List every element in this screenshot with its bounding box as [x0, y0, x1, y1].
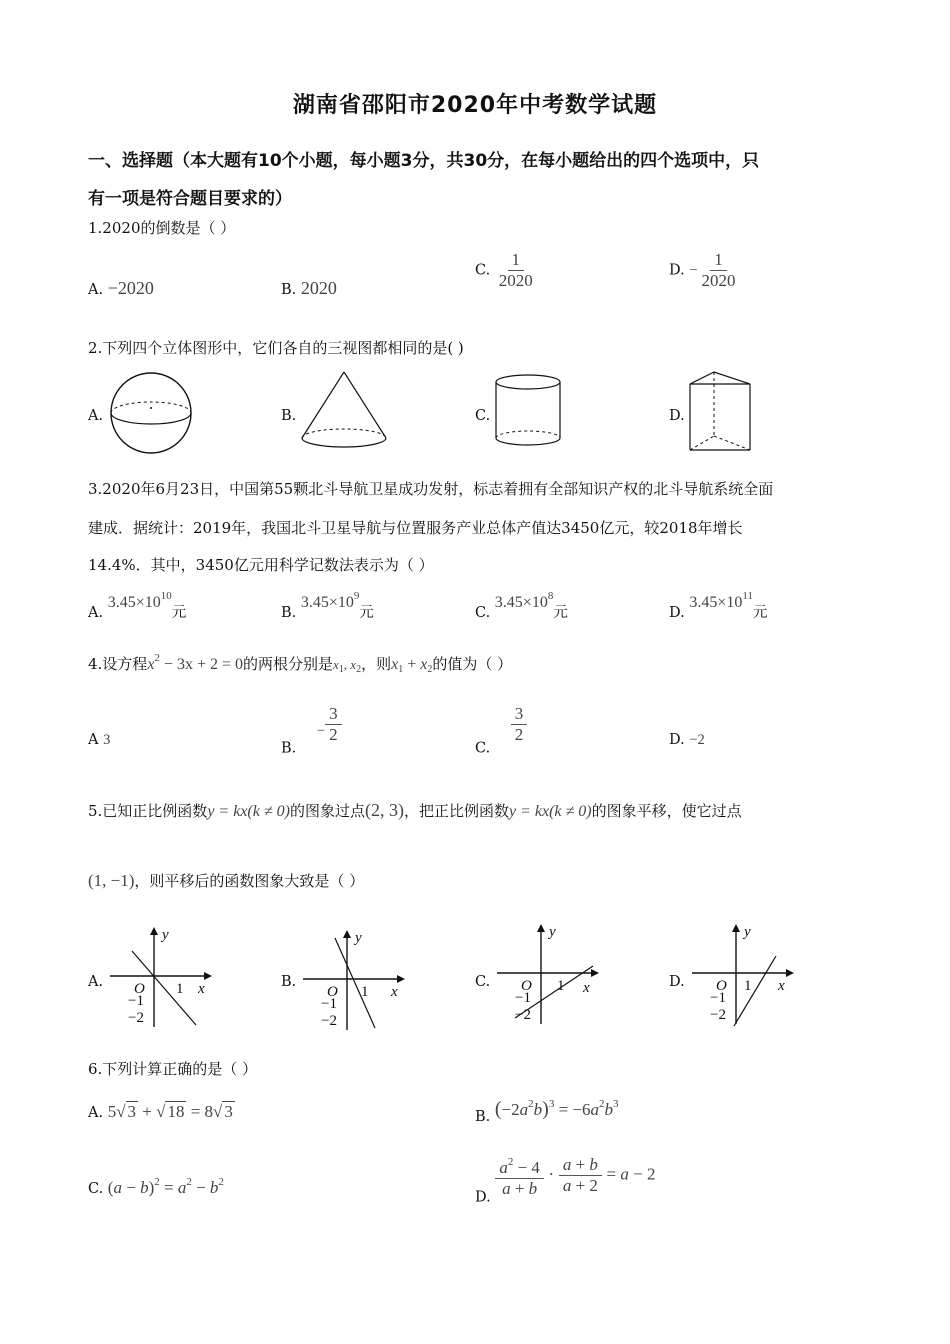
- graph-d-origin-label: O: [716, 978, 727, 994]
- q1-d-fraction: $\frac{1}{2020}$: [701, 250, 736, 290]
- sphere-figure: [108, 370, 194, 456]
- q1-option-a: A. −2020: [88, 278, 154, 298]
- q1-option-c: C. $\frac{1}{2020}$: [475, 250, 537, 291]
- graph-a-tick-1: 1: [176, 981, 184, 997]
- graph-d-tick-minus1: −1: [710, 990, 726, 1006]
- graph-b-tick-1: 1: [361, 984, 369, 1000]
- graph-b-tick-minus2: −2: [321, 1013, 337, 1029]
- q5-line1: 5.已知正比例函数y = kx(k ≠ 0)的图象过点(2, 3)，把正比例函数y = kx(k ≠ 0)的图象平移，使它过点: [88, 800, 742, 820]
- graph-a-origin-label: O: [134, 981, 145, 997]
- q4-option-c: C. $\frac{3}{2}$: [475, 704, 527, 757]
- graph-b-x-label: x: [391, 984, 398, 1000]
- q2-option-c-label: C.: [475, 408, 491, 424]
- q4-option-b: B. − $\frac{3}{2}$: [281, 704, 342, 757]
- graph-a-x-label: x: [198, 981, 205, 997]
- q4-b-fraction: $\frac{3}{2}$: [325, 704, 342, 745]
- q2-option-a-label: A.: [88, 408, 104, 424]
- q6-option-d: D. $\frac{a^2 - 4}{a + b}$ · $\frac{a + b}{a + 2}$ = a − 2: [475, 1152, 655, 1206]
- graph-a-tick-minus2: −2: [128, 1010, 144, 1026]
- q3-option-c: C. $3.45\times 10^8$元: [475, 590, 568, 621]
- q5-graph-a: [110, 925, 220, 1030]
- cone-figure: [300, 370, 390, 455]
- q5-option-d-label: D.: [669, 974, 685, 990]
- q1-option-d: D. − $\frac{1}{2020}$: [669, 250, 740, 291]
- graph-d-tick-1: 1: [744, 978, 752, 994]
- graph-c-y-label: y: [549, 924, 556, 940]
- q1-c-fraction: $\frac{1}{2020}$: [498, 250, 533, 290]
- cylinder-figure: [494, 374, 564, 454]
- q6-d-fraction-1: $\frac{a^2 - 4}{a + b}$: [495, 1152, 544, 1199]
- graph-a-tick-minus1: −1: [128, 993, 144, 1009]
- q6-stem: 6.下列计算正确的是（ ）: [88, 1060, 258, 1078]
- page-title: 湖南省邵阳市2020年中考数学试题: [292, 93, 658, 118]
- q6-option-c: C. $(a - b)^2 = a^2 - b^2$: [88, 1176, 224, 1197]
- q2-stem: 2.下列四个立体图形中，它们各自的三视图都相同的是( ): [88, 339, 464, 357]
- q5-option-a-label: A.: [88, 974, 104, 990]
- graph-d-y-label: y: [744, 924, 751, 940]
- q6-d-fraction-2: $\frac{a + b}{a + 2}$: [559, 1155, 602, 1196]
- triangular-prism-figure: [688, 370, 758, 455]
- q3-option-b: B. $3.45\times 10^9$元: [281, 590, 374, 621]
- q4-c-fraction: $\frac{3}{2}$: [511, 704, 528, 745]
- q5-graph-b: [303, 928, 413, 1033]
- q4-option-a: A 3: [88, 732, 111, 748]
- q1-stem: 1.2020的倒数是（ ）: [88, 219, 236, 237]
- graph-c-tick-minus2: −2: [515, 1007, 531, 1023]
- graph-c-origin-label: O: [521, 978, 532, 994]
- graph-b-tick-minus1: −1: [321, 996, 337, 1012]
- section-heading-line2: 有一项是符合题目要求的）: [88, 189, 292, 209]
- section-heading-line1: 一、选择题（本大题有10个小题，每小题3分，共30分，在每小题给出的四个选项中，只: [88, 151, 760, 171]
- graph-d-x-label: x: [778, 978, 785, 994]
- q2-option-b-label: B.: [281, 408, 297, 424]
- graph-c-tick-minus1: −1: [515, 990, 531, 1006]
- q3-line2: 建成．据统计：2019年，我国北斗卫星导航与位置服务产业总体产值达3450亿元，较2018年增长: [88, 519, 743, 537]
- q3-line1: 3.2020年6月23日，中国第55颗北斗导航卫星成功发射，标志着拥有全部知识产权的北斗导航系统全面: [88, 480, 774, 498]
- graph-c-x-label: x: [583, 980, 590, 996]
- q4-stem: 4.设方程$x^2 - 3x + 2 = 0$的两根分别是$x_1$, $x_2$，则$x_1 + x_2$的值为（ ）: [88, 652, 513, 675]
- q2-option-d-label: D.: [669, 408, 685, 424]
- q3-option-a: A. $3.45\times 10^{10}$元: [88, 590, 187, 621]
- q1-option-b: B. 2020: [281, 278, 337, 298]
- graph-a-y-label: y: [162, 927, 169, 943]
- q6-option-a: A. 5√ 3 + √ 18 = 8√ 3: [88, 1102, 233, 1121]
- q5-graph-d: [692, 922, 802, 1027]
- graph-c-tick-1: 1: [557, 978, 565, 994]
- q5-option-c-label: C.: [475, 974, 491, 990]
- q3-line3: 14.4%．其中，3450亿元用科学记数法表示为（ ）: [88, 556, 434, 574]
- q5-graph-c: [497, 922, 607, 1027]
- q4-option-d: D. −2: [669, 732, 705, 748]
- q5-line2: (1, −1)，则平移后的函数图象大致是（ ）: [88, 871, 365, 890]
- graph-d-tick-minus2: −2: [710, 1007, 726, 1023]
- graph-b-origin-label: O: [327, 984, 338, 1000]
- q5-option-b-label: B.: [281, 974, 297, 990]
- q6-option-b: B. $(-2a^2b)^3 = -6a^2b^3$: [475, 1098, 619, 1125]
- graph-b-y-label: y: [355, 930, 362, 946]
- q3-option-d: D. $3.45\times 10^{11}$元: [669, 590, 768, 621]
